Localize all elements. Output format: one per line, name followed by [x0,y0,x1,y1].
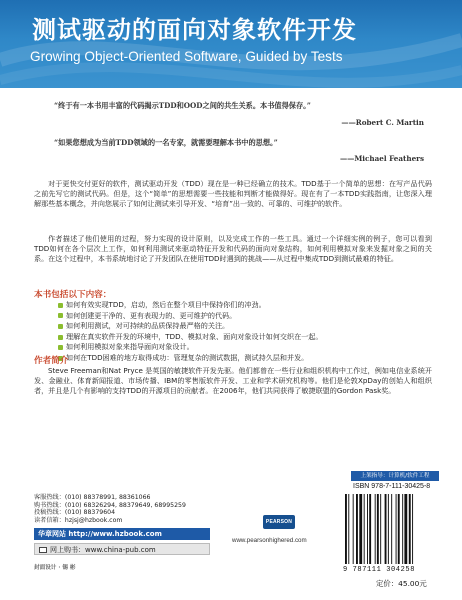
cover-header [0,0,462,88]
price-label: 定价：45.00元 [376,579,427,588]
hzbook-website-bar[interactable]: 华章网站 http://www.hzbook.com [34,528,210,540]
feature-text: 理解在真实软件开发的环境中，TDD、模拟对象、面向对象设计如何交织在一起。 [66,331,323,341]
authors-paragraph: Steve Freeman和Nat Pryce 是英国的敏捷软件开发先驱。他们都曾在一些行业和组织机构中工作过，例如电信业系统开发、金融业、体育新闻报道、市场传播、IBM的零售版软件开发、工业和学术研究机构等。他们是伦敦XpDay的创始人和组织者，并且是几个有影响的支持TDD的开源项目的贡献者。在2006年，他们共同获得了敏捷联盟的Gordon Pask奖。 [34,366,432,396]
pearson-url[interactable]: www.pearsonhighered.com [232,537,307,544]
list-item [58,353,418,364]
contact-info [34,494,184,524]
list-item [58,300,418,311]
bullet-icon [58,313,63,318]
shelving-category: 上架指导：计算机/软件工程 [351,471,439,481]
quote-text: “如果您想成为当前TDD领域的一名专家，就需要理解本书中的思想。” [54,138,278,147]
quote-text: “终于有一本书用丰富的代码揭示TDD和OOD之间的共生关系。本书值得保存。” [54,101,311,110]
chinapub-bar[interactable] [34,543,210,555]
bullet-icon [58,345,63,350]
authors-heading: 作者简介 [34,356,69,366]
bullet-icon [58,303,63,308]
cover-design-credit: 封面设计 · 锡 彬 [34,565,76,571]
list-item [58,332,418,343]
feature-text: 如何利用模拟对象来指导面向对象设计。 [66,342,194,352]
contact-line: 读者信箱：hzjsj@hzbook.com [34,516,123,524]
feature-text: 如何创建更干净的、更有表现力的、更可维护的代码。 [66,310,237,320]
bullet-icon [58,335,63,340]
quote-author: ——Michael Feathers [339,154,424,163]
list-item [58,342,418,353]
computer-icon [39,547,47,553]
pearson-logo: PEARSON [263,515,295,529]
contact-line: 购书热线：(010) 68326294, 88379649, 68995259 [34,501,186,509]
feature-text: 如何有效实现TDD，启动，然后在整个项目中保持你们的冲劲。 [66,300,266,309]
contact-line: 投稿热线：(010) 88379604 [34,509,116,517]
feature-list [58,300,418,364]
barcode-digits: 9 787111 304258 [343,566,416,574]
chinapub-text: 网上购书：www.china-pub.com [50,546,156,554]
barcode-icon [341,494,441,564]
features-heading: 本书包括以下内容： [34,290,112,300]
list-item [58,311,418,322]
book-title-chinese: 测试驱动的面向对象软件开发 [32,16,357,44]
description-paragraph: 对于更快交付更好的软件，测试驱动开发（TDD）现在是一种已经确立的技术。TDD基于一个简单的思想：在写产品代码之前先写它的测试代码。但是，这个“简单”的思想需要一些技能和判断才能做得好。现在有了一本TDD实践指南，让您深入理解那些基本概念，并向您展示了如何让测试来引导开发、“培育”出一致的、可靠的、可维护的软件。 [34,179,432,209]
feature-text: 如何利用测试，对可持续的品质保持最严格的关注。 [66,321,230,331]
feature-text: 如何在TDD困难的地方取得成功：管理复杂的测试数据，测试持久层和并发。 [66,352,309,362]
list-item [58,321,418,332]
contact-line: 客服热线：(010) 88378991, 88361066 [34,494,151,501]
isbn-number: ISBN 978-7-111-30425-8 [353,483,431,490]
book-title-english: Growing Object-Oriented Software, Guided by Tests [30,49,343,64]
bullet-icon [58,324,63,329]
quote-author: ——Robert C. Martin [341,118,424,127]
description-paragraph: 作者描述了他们使用的过程，努力实现的设计原则，以及完成工作的一些工具。通过一个详细实例的例子，您可以看到TDD如何在各个层次上工作，如何利用测试来驱动特征开发和代码的面向对象结构，如何利用模拟对象来发掘对象之间的关系。在这个过程中，本书系统地讨论了开发团队在使用TDD时遇到的挑战——从过程中集成TDD到测试最难的特征。 [34,234,432,264]
